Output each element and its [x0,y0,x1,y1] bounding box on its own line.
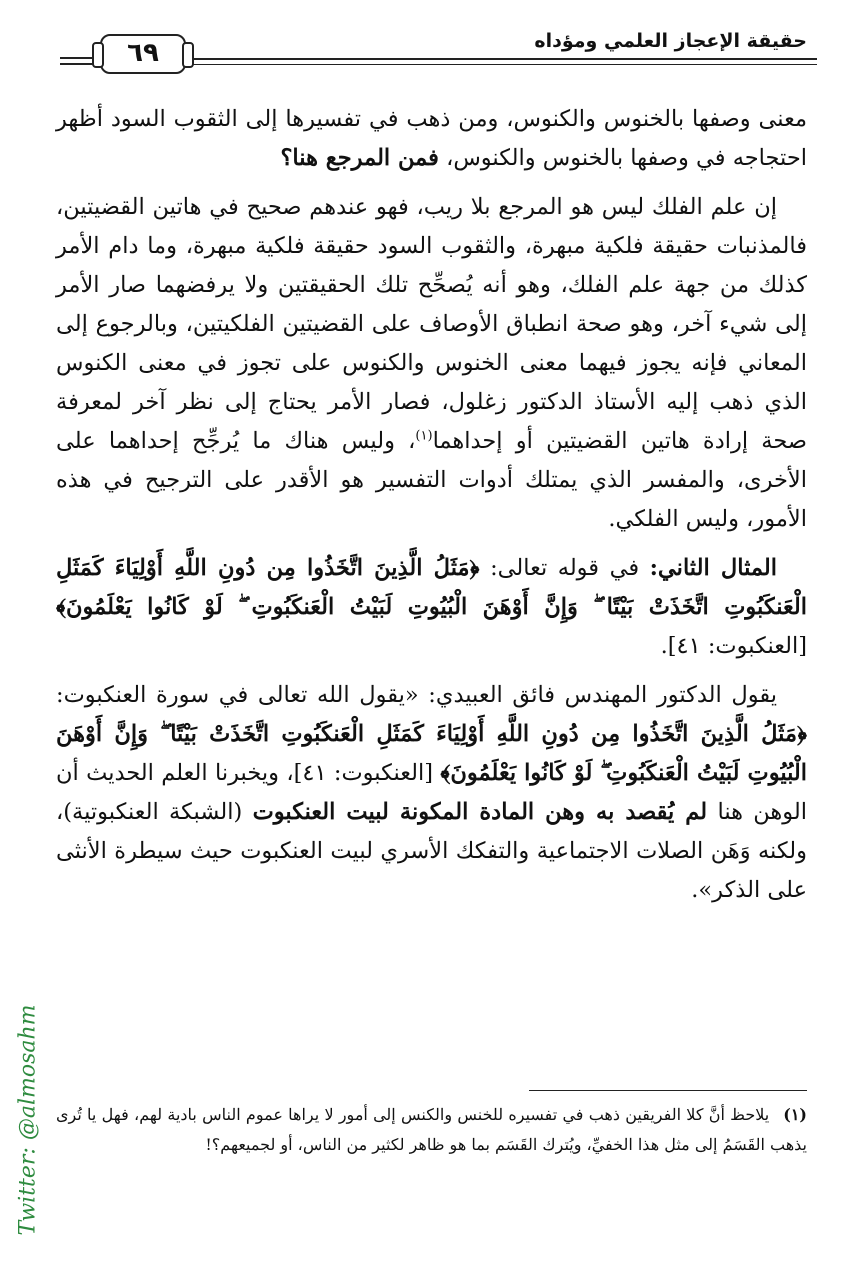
running-title: حقيقة الإعجاز العلمي ومؤداه [524,30,807,52]
paragraph-text: ، وليس هناك ما يُرجِّح إحداهما على الأخرى، والمفسر الذي يمتلك أدوات التفسير هو الأقدر على الترجيح في هذه الأمور، وليس الفلكي. [56,428,807,532]
main-text [56,100,807,920]
verse-citation: [العنكبوت: ٤١]، [286,760,434,786]
footnote-marker: (١) [783,1105,807,1124]
footnote-separator [529,1090,807,1091]
twitter-watermark [8,990,48,1250]
bold-question: فمن المرجع هنا؟ [280,145,439,171]
footnote [56,1100,807,1160]
footnote-ref[interactable]: (١) [415,428,433,444]
paragraph-text: إن علم الفلك ليس هو المرجع بلا ريب، فهو عندهم صحيح في هاتين القضيتين، فالمذنبات حقيقة فلكية مبهرة، والثقوب السود حقيقة فلكية مبهرة، وما دام الأمر كذلك من جهة علم الفلك، وهو أنه يُصحِّح تلك الحقيقتين ولا يرفضهما صار الأمر إلى شيء آخر، وهو صحة انطباق الأوصاف على القضيتين الفلكيتين، وبالرجوع إلى المعاني فإنه يجوز فيهما معنى الخنوس والكنوس على تجوز في معنى الكنوس الذي ذهب إليه الأستاذ الدكتور زغلول، فصار الأمر يحتاج إلى نظر آخر لمعرفة صحة إرادة هاتين القضيتين أو إحداهما [56,194,807,454]
footnote-text: يلاحظ أنَّ كلا الفريقين ذهب في تفسيره للخنس والكنس إلى أمور لا يراها عموم الناس بادية لهم، فهل يا تُرى يذهب القَسَمُ إلى مثل هذا الخفيِّ، ويُترك القَسَم بما هو ظاهر لكثير من الناس، أو لجميعهم؟! [56,1105,807,1154]
bold-phrase: لم يُقصد به وهن المادة المكونة لبيت العنكبوت [252,799,708,825]
example-label: المثال الثاني: [649,555,778,581]
verse-citation: [العنكبوت: ٤١]. [660,633,807,659]
page-number: ٦٩ [100,34,186,74]
paragraph-4 [56,676,807,910]
paragraph-text: يقول الدكتور المهندس فائق العبيدي: «يقول الله تعالى في سورة العنكبوت: [56,682,777,708]
paragraph-1 [56,100,807,178]
quran-verse: ﴿مَثَلُ الَّذِينَ اتَّخَذُوا مِن دُونِ اللَّهِ أَوْلِيَاءَ كَمَثَلِ الْعَنكَبُوتِ اتَّخَذَتْ بَيْتًا ۖ وَإِنَّ أَوْهَنَ الْبُيُوتِ لَبَيْتُ الْعَنكَبُوتِ ۖ لَوْ كَانُوا يَعْلَمُونَ﴾ [56,555,807,620]
paragraph-text: ويخبرنا العلم الحديث أن الوهن هنا [56,760,808,825]
paragraph-2 [56,188,807,539]
quran-verse: ﴿مَثَلُ الَّذِينَ اتَّخَذُوا مِن دُونِ اللَّهِ أَوْلِيَاءَ كَمَثَلِ الْعَنكَبُوتِ اتَّخَذَتْ بَيْتًا ۖ وَإِنَّ أَوْهَنَ الْبُيُوتِ لَبَيْتُ الْعَنكَبُوتِ ۖ لَوْ كَانُوا يَعْلَمُونَ﴾ [56,721,808,786]
watermark-text: Twitter: @almosahm [15,1004,41,1236]
paragraph-text: (الشبكة العنكبوتية)، ولكنه وَهَن الصلات الاجتماعية والتفكك الأسري لبيت العنكبوت حيث سيطرة الأنثى على الذكر». [56,799,807,903]
paragraph-3 [56,549,807,666]
paragraph-text: في قوله تعالى: [490,555,640,581]
paragraph-text: معنى وصفها بالخنوس والكنوس، ومن ذهب في تفسيرها إلى الثقوب السود أظهر احتجاجه في وصفها بالخنوس والكنوس، [56,106,807,171]
